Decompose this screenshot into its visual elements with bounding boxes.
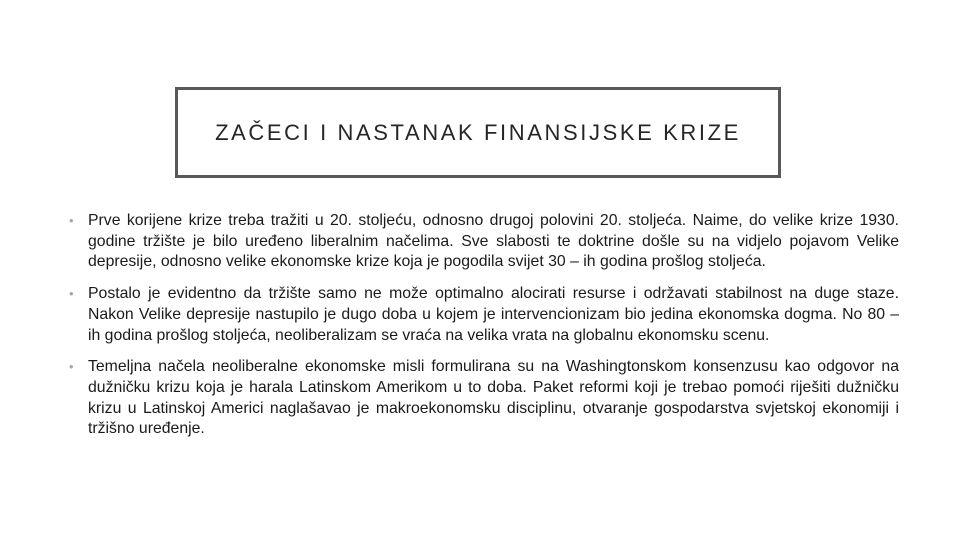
slide-title: ZAČECI I NASTANAK FINANSIJSKE KRIZE (215, 119, 741, 145)
bullet-text: Prve korijene krize treba tražiti u 20. stoljeću, odnosno drugoj polovini 20. stoljeća. Naime, do velike krize 1930. godine tržište je bilo uređeno liberalnim načelima. Sve slabosti te doktrine došle su na vidjelo pojavom Velike depresije, odnosno velike ekonomske krize koja je pogodila svijet 30 – ih godina prošlog stoljeća. (88, 212, 899, 271)
bullet-text: Postalo je evidentno da tržište samo ne može optimalno alocirati resurse i održavati stabilnost na duge staze. Nakon Velike depresije nastupilo je dugo doba u kojem je intervencionizam bio jedina ekonomska dogma. No 80 – ih godina prošlog stoljeća, neoliberalizam se vraća na velika vrata na globalnu ekonomsku scenu. (88, 285, 899, 344)
bullet-list (58, 211, 899, 451)
bullet-icon: • (69, 359, 74, 375)
bullet-icon: • (69, 286, 74, 302)
bullet-item (58, 284, 899, 346)
bullet-item (58, 357, 899, 440)
bullet-item (58, 211, 899, 273)
title-box (175, 87, 781, 178)
bullet-icon: • (69, 213, 74, 228)
bullet-text: Temeljna načela neoliberalne ekonomske misli formulirana su na Washingtonskom konsenzusu kao odgovor na dužničku krizu koja je harala Latinskom Amerikom u to doba. Paket reformi koji je trebao pomoći riješiti dužničku krizu u Latinskoj Americi naglašavao je makroekonomsku disciplinu, otvaranje gospodarstva svjetskoj ekonomiji i tržišno uređenje. (88, 358, 899, 438)
